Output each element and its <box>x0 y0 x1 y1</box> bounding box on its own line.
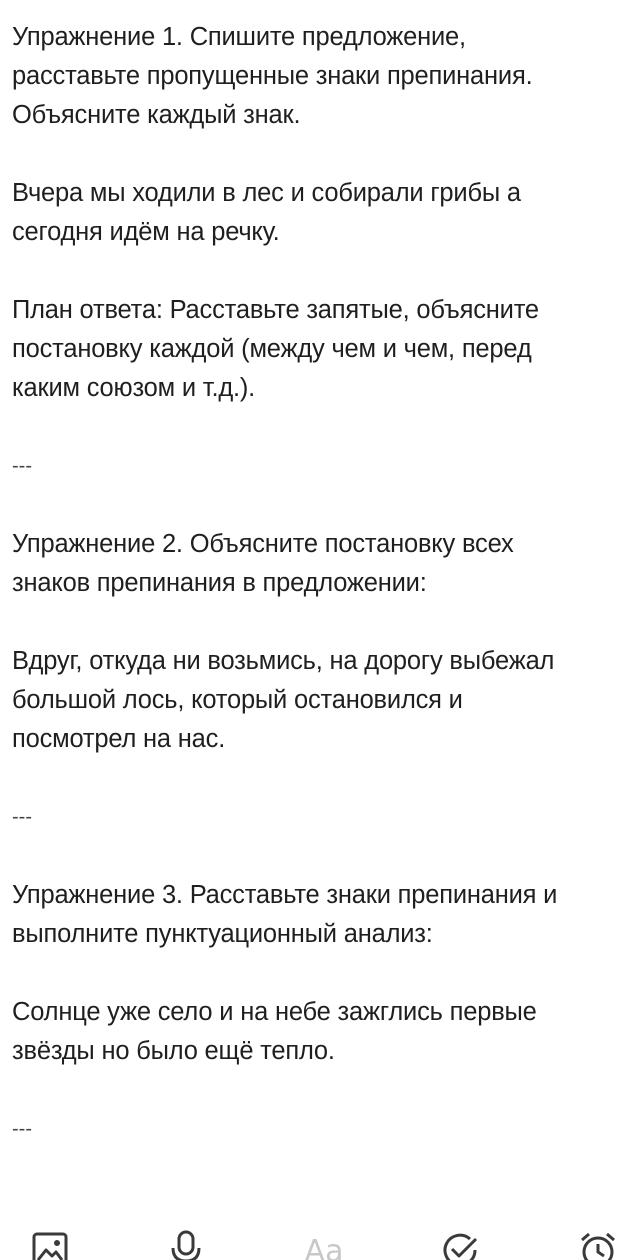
checklist-button[interactable] <box>438 1230 482 1260</box>
text-format-button[interactable] <box>302 1230 346 1260</box>
exercise-3-title: Упражнение 3. Расставьте знаки препинания и выполните пунктуационный анализ: <box>12 881 558 948</box>
alarm-clock-icon <box>578 1230 618 1260</box>
separator: --- <box>12 1118 32 1140</box>
text-format-icon: Aa <box>304 1234 344 1260</box>
exercise-1-plan: План ответа: Расставьте запятые, объясните постановку каждой (между чем и чем, перед каким союзом и т.д.). <box>12 296 539 402</box>
exercise-1-title: Упражнение 1. Спишите предложение, расставьте пропущенные знаки препинания. Объясните каждый знак. <box>12 23 533 129</box>
bottom-toolbar <box>0 1226 631 1260</box>
checklist-icon <box>440 1230 480 1260</box>
voice-input-button[interactable] <box>164 1230 208 1260</box>
insert-image-button[interactable] <box>28 1230 72 1260</box>
note-content[interactable] <box>12 18 624 1149</box>
exercise-2-sentence: Вдруг, откуда ни возьмись, на дорогу выбежал большой лось, который остановился и посмотрел на нас. <box>12 647 555 753</box>
microphone-icon <box>166 1230 206 1260</box>
exercise-2-title: Упражнение 2. Объясните постановку всех знаков препинания в предложении: <box>12 530 514 597</box>
separator: --- <box>12 806 32 828</box>
exercise-1-sentence: Вчера мы ходили в лес и собирали грибы а сегодня идём на речку. <box>12 179 521 246</box>
separator: --- <box>12 455 32 477</box>
reminder-button[interactable] <box>576 1230 620 1260</box>
exercise-3-sentence: Солнце уже село и на небе зажглись первые звёзды но было ещё тепло. <box>12 998 537 1065</box>
image-icon <box>30 1230 70 1260</box>
